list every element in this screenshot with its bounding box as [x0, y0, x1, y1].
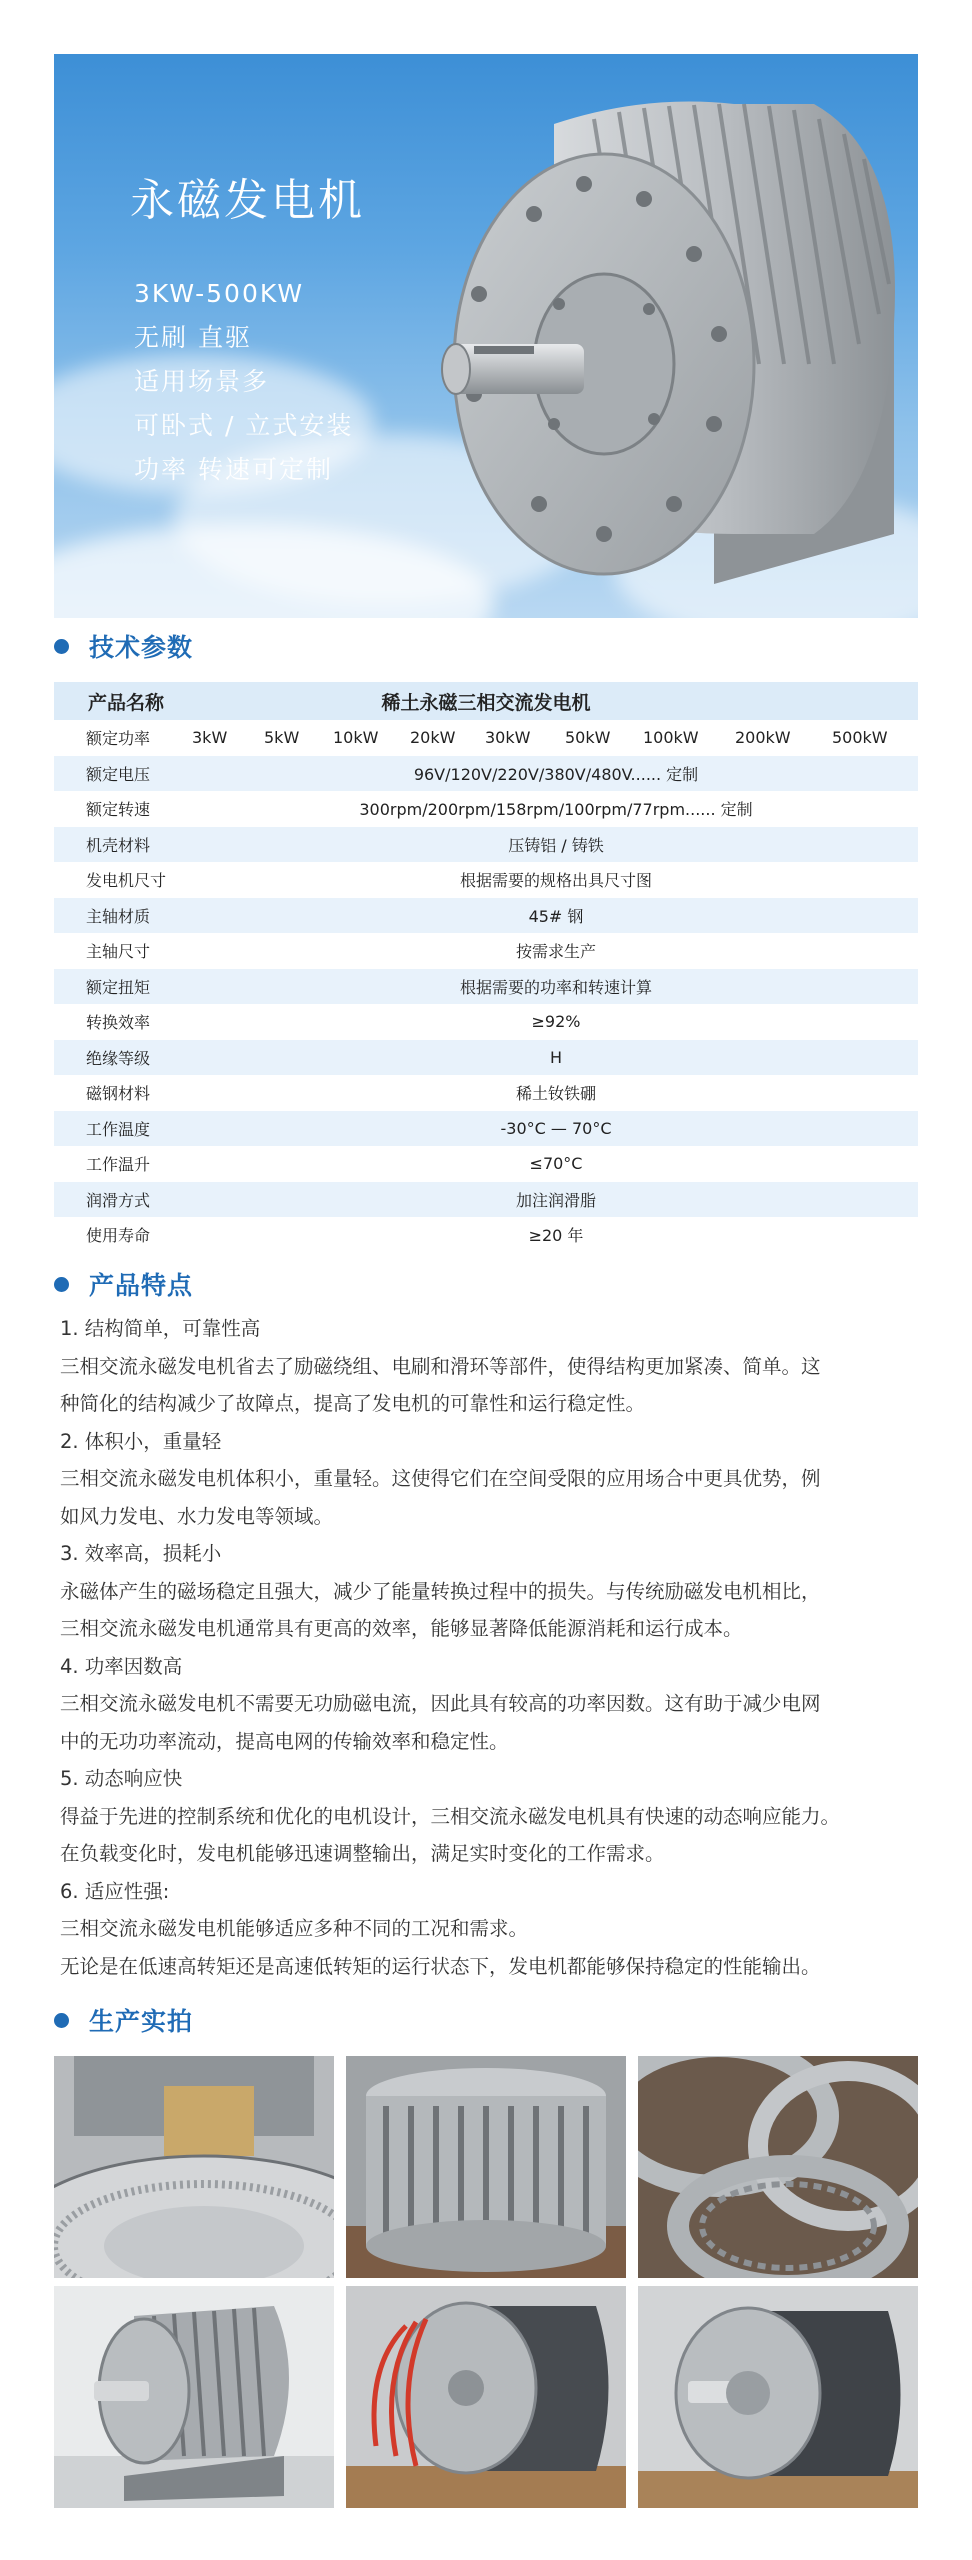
table-cell-value: 按需求生产	[515, 942, 596, 962]
photo-generator-on-stand	[54, 2286, 334, 2508]
table-cell-label: 使用寿命	[86, 1226, 151, 1246]
hero-line: 无刷 直驱	[134, 323, 252, 352]
bullet-dot-icon	[54, 639, 69, 654]
hero-line: 功率 转速可定制	[134, 455, 333, 484]
table-cell-label: 绝缘等级	[86, 1048, 151, 1068]
table-cell-value: 45# 钢	[528, 906, 584, 926]
table-row	[54, 1040, 918, 1076]
generator-image	[434, 64, 914, 614]
table-cell-value: 300rpm/200rpm/158rpm/100rpm/77rpm...... 定制	[359, 800, 753, 820]
table-cell-label: 转换效率	[86, 1013, 151, 1033]
table-cell-label: 额定电压	[86, 764, 151, 784]
photo-stator-core	[346, 2056, 626, 2278]
table-cell-value: ≥20 年	[528, 1226, 584, 1246]
photo-stamping-machine	[54, 2056, 334, 2278]
photo-generator-with-cables	[346, 2286, 626, 2508]
section-header-photos	[54, 2000, 193, 2040]
table-header-row	[54, 682, 918, 720]
power-value: 500kW	[832, 728, 888, 748]
table-row	[54, 862, 918, 898]
photo-generator-front	[638, 2286, 918, 2508]
table-cell-label: 磁钢材料	[86, 1084, 151, 1104]
hero-feature-list	[134, 272, 353, 492]
bullet-dot-icon	[54, 2013, 69, 2028]
table-cell-value: ≤70°C	[529, 1154, 583, 1174]
table-cell-label: 主轴尺寸	[86, 942, 151, 962]
table-cell-value: 稀土钕铁硼	[515, 1084, 596, 1104]
feature-text: 中的无功功率流动，提高电网的传输效率和稳定性。	[60, 1729, 509, 1753]
table-row	[54, 933, 918, 969]
feature-text: 三相交流永磁发电机省去了励磁绕组、电刷和滑环等部件，使得结构更加紧凑、简单。这	[60, 1354, 821, 1378]
power-value: 30kW	[485, 728, 531, 748]
table-cell-label: 工作温度	[86, 1119, 151, 1139]
power-options	[194, 728, 918, 747]
table-cell-value: H	[549, 1047, 563, 1067]
bullet-dot-icon	[54, 1277, 69, 1292]
photo-gallery	[54, 2056, 918, 2508]
feature-text: 三相交流永磁发电机体积小，重量轻。这使得它们在空间受限的应用场合中更具优势，例	[60, 1467, 821, 1490]
power-value: 50kW	[565, 728, 611, 748]
table-row	[54, 1146, 918, 1182]
table-row	[54, 827, 918, 863]
table-cell-label: 额定转速	[86, 800, 151, 820]
photo-rotor-housings	[638, 2056, 918, 2278]
power-value: 10kW	[333, 728, 379, 748]
power-value: 100kW	[643, 728, 699, 748]
table-row	[54, 791, 918, 827]
hero-line: 适用场景多	[134, 367, 270, 396]
feature-heading: 6. 适应性强:	[60, 1879, 170, 1903]
table-cell-value: 96V/120V/220V/380V/480V...... 定制	[413, 764, 699, 784]
table-row	[54, 1111, 918, 1147]
hero-banner	[54, 54, 918, 618]
feature-heading: 2. 体积小，重量轻	[60, 1429, 222, 1453]
table-cell-value: -30°C — 70°C	[500, 1118, 612, 1138]
feature-text: 三相交流永磁发电机能够适应多种不同的工况和需求。	[60, 1917, 529, 1940]
feature-heading: 1. 结构简单，可靠性高	[60, 1317, 261, 1340]
table-cell-value: ≥92%	[531, 1012, 581, 1032]
table-row-power	[54, 720, 918, 756]
table-row	[54, 1217, 918, 1253]
section-title: 技术参数	[89, 633, 194, 662]
table-cell-label: 工作温升	[86, 1155, 151, 1175]
table-row	[54, 756, 918, 792]
feature-heading: 4. 功率因数高	[60, 1654, 183, 1678]
section-title: 生产实拍	[89, 2007, 194, 2036]
feature-heading: 3. 效率高，损耗小	[60, 1542, 222, 1565]
table-cell-value: 压铸铝 / 铸铁	[508, 835, 604, 855]
feature-text: 三相交流永磁发电机不需要无功励磁电流，因此具有较高的功率因数。这有助于减少电网	[60, 1692, 821, 1715]
section-title: 产品特点	[89, 1271, 194, 1300]
table-cell-label: 额定扭矩	[86, 977, 151, 997]
feature-text: 得益于先进的控制系统和优化的电机设计，三相交流永磁发电机具有快速的动态响应能力。	[60, 1804, 841, 1828]
table-cell-value: 稀土永磁三相交流发电机	[381, 691, 591, 714]
feature-heading: 5. 动态响应快	[60, 1767, 183, 1790]
spec-table	[54, 682, 918, 1253]
table-row	[54, 1075, 918, 1111]
hero-line: 可卧式 / 立式安装	[134, 411, 354, 440]
table-cell-label: 发电机尺寸	[86, 871, 167, 891]
table-row	[54, 1182, 918, 1218]
feature-text: 如风力发电、水力发电等领域。	[60, 1504, 334, 1528]
power-value: 5kW	[264, 728, 300, 748]
table-cell-label: 额定功率	[86, 729, 151, 749]
feature-text: 种简化的结构减少了故障点，提高了发电机的可靠性和运行稳定性。	[60, 1392, 646, 1415]
table-cell-value: 根据需要的规格出具尺寸图	[459, 871, 652, 891]
table-cell-label: 主轴材质	[86, 906, 151, 926]
hero-title: 永磁发电机	[130, 175, 365, 226]
power-value: 200kW	[735, 728, 791, 748]
table-row	[54, 898, 918, 934]
feature-list	[60, 1310, 920, 1985]
table-cell-value: 根据需要的功率和转速计算	[459, 977, 652, 997]
table-row	[54, 969, 918, 1005]
section-header-specs	[54, 626, 193, 666]
hero-line: 3KW-500KW	[134, 279, 305, 308]
table-cell-value: 加注润滑脂	[515, 1190, 596, 1210]
feature-text: 永磁体产生的磁场稳定且强大，减少了能量转换过程中的损失。与传统励磁发电机相比，	[60, 1579, 821, 1603]
power-value: 20kW	[410, 728, 456, 748]
feature-text: 无论是在低速高转矩还是高速低转矩的运行状态下，发电机都能够保持稳定的性能输出。	[60, 1954, 821, 1978]
table-row	[54, 1004, 918, 1040]
section-header-features	[54, 1264, 193, 1304]
feature-text: 在负载变化时，发电机能够迅速调整输出，满足实时变化的工作需求。	[60, 1842, 665, 1865]
power-value: 3kW	[192, 728, 228, 748]
feature-text: 三相交流永磁发电机通常具有更高的效率，能够显著降低能源消耗和运行成本。	[60, 1617, 743, 1640]
table-cell-label: 产品名称	[88, 691, 165, 714]
table-cell-label: 润滑方式	[86, 1190, 151, 1210]
table-cell-label: 机壳材料	[86, 835, 151, 855]
